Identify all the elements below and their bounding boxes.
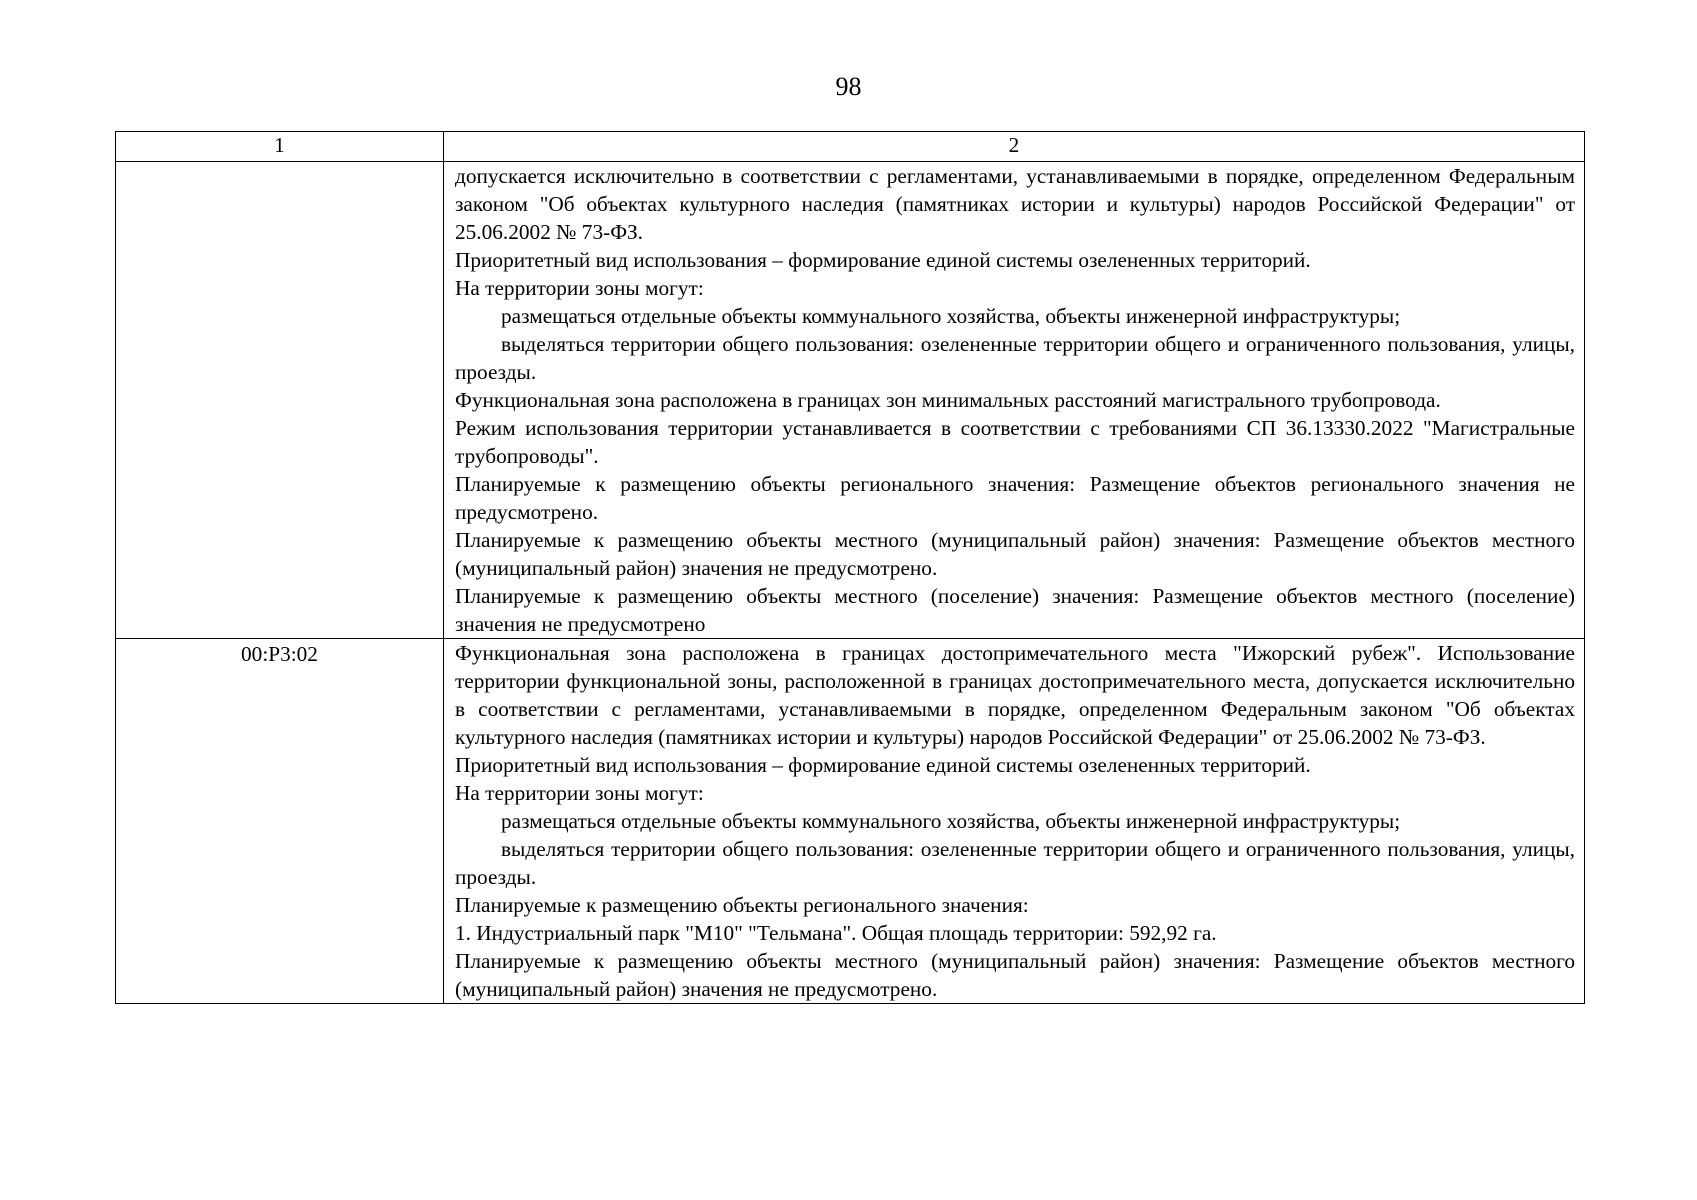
paragraph: размещаться отдельные объекты коммунального хозяйства, объекты инженерной инфраструктуры; bbox=[501, 304, 1401, 328]
zone-description-cell bbox=[444, 162, 1585, 639]
zones-table bbox=[115, 131, 1585, 1004]
paragraph: Планируемые к размещению объекты местного (поселение) значения: Размещение объектов местного (поселение) значения не предусмотрено bbox=[455, 584, 1575, 636]
paragraph: Приоритетный вид использования – формирование единой системы озелененных территорий. bbox=[455, 248, 1311, 272]
paragraph: Функциональная зона расположена в границах достопримечательного места "Ижорский рубеж". Использование территории функциональной зоны, расположенной в границах достопримечательного места, допускается исключительно в соответствии с регламентами, устанавливаемыми в порядке, определенном Федеральным законом "Об объектах культурного наследия (памятниках истории и культуры) народов Российской Федерации" от 25.06.2002 № 73-ФЗ. bbox=[455, 641, 1575, 749]
paragraph: Приоритетный вид использования – формирование единой системы озелененных территорий. bbox=[455, 753, 1311, 777]
table-row bbox=[116, 162, 1585, 639]
paragraph: выделяться территории общего пользования: озелененные территории общего и ограниченного пользования, улицы, проезды. bbox=[455, 837, 1575, 889]
paragraph: размещаться отдельные объекты коммунального хозяйства, объекты инженерной инфраструктуры; bbox=[501, 809, 1401, 833]
paragraph: допускается исключительно в соответствии с регламентами, устанавливаемыми в порядке, определенном Федеральным законом "Об объектах культурного наследия (памятниках истории и культуры) народов Российской Федерации" от 25.06.2002 № 73-ФЗ. bbox=[455, 164, 1575, 244]
zone-description-cell bbox=[444, 639, 1585, 1004]
column-header-1: 1 bbox=[116, 132, 444, 162]
paragraph: Планируемые к размещению объекты регионального значения: bbox=[455, 893, 1029, 917]
table-row bbox=[116, 639, 1585, 1004]
zone-code-cell: 00:Р3:02 bbox=[116, 639, 444, 1004]
paragraph: 1. Индустриальный парк "М10" "Тельмана". Общая площадь территории: 592,92 га. bbox=[455, 921, 1217, 945]
column-header-2: 2 bbox=[444, 132, 1585, 162]
paragraph: выделяться территории общего пользования: озелененные территории общего и ограниченного пользования, улицы, проезды. bbox=[455, 332, 1575, 384]
paragraph: Планируемые к размещению объекты местного (муниципальный район) значения: Размещение объектов местного (муниципальный район) значения не предусмотрено. bbox=[455, 528, 1575, 580]
paragraph: На территории зоны могут: bbox=[455, 781, 704, 805]
paragraph: Функциональная зона расположена в границах зон минимальных расстояний магистрального трубопровода. bbox=[455, 388, 1441, 412]
paragraph: Планируемые к размещению объекты местного (муниципальный район) значения: Размещение объектов местного (муниципальный район) значения не предусмотрено. bbox=[455, 949, 1575, 1001]
paragraph: Режим использования территории устанавливается в соответствии с требованиями СП 36.13330.2022 "Магистральные трубопроводы". bbox=[455, 416, 1575, 468]
table-header-row bbox=[116, 132, 1585, 162]
paragraph: Планируемые к размещению объекты регионального значения: Размещение объектов регионального значения не предусмотрено. bbox=[455, 472, 1575, 524]
paragraph: На территории зоны могут: bbox=[455, 276, 704, 300]
zone-code-cell bbox=[116, 162, 444, 639]
page-number: 98 bbox=[835, 72, 862, 101]
